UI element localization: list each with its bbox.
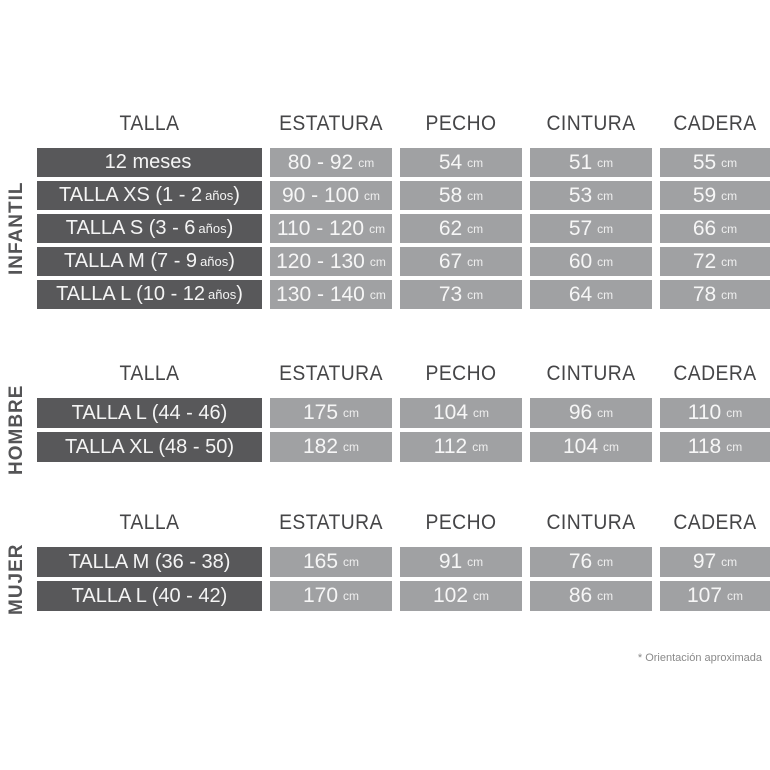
value-unit: cm bbox=[721, 254, 738, 269]
table-rows bbox=[37, 148, 770, 309]
column-header-estatura: ESTATURA bbox=[279, 362, 383, 385]
value-unit: cm bbox=[369, 287, 386, 302]
value-number: 72 bbox=[692, 249, 717, 273]
column-header-talla: TALLA bbox=[119, 112, 180, 135]
value-unit: cm bbox=[369, 221, 386, 236]
table-rows bbox=[37, 547, 770, 611]
column-header-cadera: CADERA bbox=[673, 112, 757, 135]
value-number: 86 bbox=[568, 584, 593, 607]
value-number: 102 bbox=[432, 584, 469, 607]
size-label-text: TALLA M (36 - 38) bbox=[68, 550, 231, 573]
value-number: 57 bbox=[568, 216, 593, 240]
size-label-text: 12 meses bbox=[104, 151, 192, 173]
value-number: 97 bbox=[692, 550, 717, 573]
value-number: 80 - 92 bbox=[287, 150, 354, 174]
value-number: 120 - 130 bbox=[276, 249, 365, 273]
column-header-talla: TALLA bbox=[119, 362, 180, 385]
value-number: 59 bbox=[692, 183, 717, 207]
value-unit: cm bbox=[473, 589, 490, 603]
value-unit: cm bbox=[597, 155, 614, 170]
header-row bbox=[37, 509, 770, 537]
value-cell-cintura bbox=[530, 547, 652, 577]
value-unit: cm bbox=[467, 221, 484, 236]
size-label-cell bbox=[37, 581, 262, 611]
value-cell-pecho bbox=[400, 247, 522, 276]
value-number: 170 bbox=[302, 584, 339, 607]
value-unit: cm bbox=[721, 555, 738, 569]
size-label-cell bbox=[37, 148, 262, 177]
value-cell-cintura bbox=[530, 280, 652, 309]
value-unit: cm bbox=[467, 555, 484, 569]
value-number: 73 bbox=[438, 282, 463, 306]
value-number: 66 bbox=[692, 216, 717, 240]
size-label-text: TALLA XS (1 - 2 bbox=[59, 184, 203, 206]
value-unit: cm bbox=[721, 221, 738, 236]
size-label-end: ) bbox=[226, 217, 234, 239]
column-header-cadera: CADERA bbox=[673, 511, 757, 534]
value-unit: cm bbox=[364, 188, 381, 203]
size-label-small-text: años bbox=[198, 221, 227, 236]
value-cell-pecho bbox=[400, 398, 522, 428]
value-cell-cintura bbox=[530, 581, 652, 611]
size-label-cell bbox=[37, 547, 262, 577]
size-label-end: ) bbox=[233, 184, 240, 206]
value-unit: cm bbox=[726, 406, 743, 420]
column-header-cintura: CINTURA bbox=[546, 362, 636, 385]
value-unit: cm bbox=[603, 440, 620, 454]
value-cell-cintura bbox=[530, 214, 652, 243]
value-cell-estatura bbox=[270, 148, 392, 177]
value-unit: cm bbox=[597, 188, 614, 203]
value-number: 118 bbox=[687, 435, 722, 458]
value-number: 67 bbox=[438, 249, 463, 273]
size-label-text: TALLA L (44 - 46) bbox=[71, 401, 228, 424]
column-header-talla: TALLA bbox=[119, 511, 180, 534]
value-unit: cm bbox=[727, 589, 744, 603]
value-unit: cm bbox=[343, 589, 360, 603]
value-unit: cm bbox=[343, 440, 360, 454]
value-number: 96 bbox=[568, 401, 593, 424]
value-cell-estatura bbox=[270, 181, 392, 210]
size-label-cell bbox=[37, 181, 262, 210]
column-header-cadera: CADERA bbox=[673, 362, 757, 385]
value-number: 51 bbox=[568, 150, 593, 174]
size-label-text: TALLA M (7 - 9 bbox=[64, 250, 198, 272]
value-unit: cm bbox=[467, 254, 484, 269]
column-header-estatura: ESTATURA bbox=[279, 112, 383, 135]
value-number: 64 bbox=[568, 282, 593, 306]
value-number: 55 bbox=[692, 150, 717, 174]
value-unit: cm bbox=[597, 555, 614, 569]
value-cell-cadera bbox=[660, 181, 770, 210]
size-label-text: TALLA XL (48 - 50) bbox=[65, 435, 234, 458]
value-number: 112 bbox=[433, 435, 468, 458]
value-unit: cm bbox=[473, 406, 490, 420]
value-cell-pecho bbox=[400, 581, 522, 611]
value-unit: cm bbox=[597, 221, 614, 236]
size-label-text: TALLA L (40 - 42) bbox=[71, 584, 228, 607]
value-unit: cm bbox=[721, 287, 738, 302]
value-unit: cm bbox=[467, 287, 484, 302]
value-cell-cadera bbox=[660, 148, 770, 177]
value-cell-estatura bbox=[270, 547, 392, 577]
value-cell-estatura bbox=[270, 280, 392, 309]
group-label-infantil: INFANTIL bbox=[6, 181, 27, 276]
size-label-cell bbox=[37, 247, 262, 276]
value-unit: cm bbox=[597, 589, 614, 603]
value-unit: cm bbox=[721, 155, 738, 170]
value-number: 107 bbox=[686, 584, 723, 607]
value-cell-cintura bbox=[530, 398, 652, 428]
value-cell-cintura bbox=[530, 247, 652, 276]
value-number: 76 bbox=[568, 550, 593, 573]
value-cell-cintura bbox=[530, 181, 652, 210]
value-cell-estatura bbox=[270, 247, 392, 276]
table-rows bbox=[37, 398, 770, 462]
value-number: 130 - 140 bbox=[276, 282, 365, 306]
header-row bbox=[37, 360, 770, 388]
value-cell-cadera bbox=[660, 581, 770, 611]
value-cell-pecho bbox=[400, 148, 522, 177]
value-cell-cintura bbox=[530, 148, 652, 177]
value-number: 104 bbox=[562, 435, 599, 458]
value-unit: cm bbox=[358, 155, 375, 170]
column-header-pecho: PECHO bbox=[425, 511, 497, 534]
size-label-cell bbox=[37, 432, 262, 462]
size-label-text: TALLA L (10 - 12 bbox=[56, 283, 206, 305]
value-cell-cadera bbox=[660, 247, 770, 276]
header-row bbox=[37, 110, 770, 138]
table-hombre bbox=[37, 360, 770, 462]
size-label-cell bbox=[37, 280, 262, 309]
value-unit: cm bbox=[597, 287, 614, 302]
value-cell-cadera bbox=[660, 280, 770, 309]
value-cell-estatura bbox=[270, 214, 392, 243]
size-label-cell bbox=[37, 214, 262, 243]
footnote: * Orientación aproximada bbox=[637, 652, 762, 664]
table-infantil bbox=[37, 110, 770, 309]
value-unit: cm bbox=[467, 188, 484, 203]
size-label-end: ) bbox=[236, 283, 243, 305]
value-unit: cm bbox=[343, 555, 360, 569]
value-number: 110 bbox=[687, 401, 722, 424]
value-number: 90 - 100 bbox=[281, 183, 360, 207]
value-number: 91 bbox=[438, 550, 463, 573]
column-header-pecho: PECHO bbox=[425, 112, 497, 135]
value-number: 53 bbox=[568, 183, 593, 207]
value-unit: cm bbox=[472, 440, 489, 454]
value-cell-estatura bbox=[270, 398, 392, 428]
value-cell-cadera bbox=[660, 398, 770, 428]
group-label-mujer: MUJER bbox=[6, 543, 27, 615]
value-cell-estatura bbox=[270, 432, 392, 462]
size-label-small-text: años bbox=[200, 254, 229, 269]
value-cell-pecho bbox=[400, 432, 522, 462]
value-cell-pecho bbox=[400, 214, 522, 243]
size-label-cell bbox=[37, 398, 262, 428]
size-label-small-text: años bbox=[208, 287, 237, 302]
value-unit: cm bbox=[721, 188, 738, 203]
value-unit: cm bbox=[369, 254, 386, 269]
value-number: 182 bbox=[302, 435, 339, 458]
value-unit: cm bbox=[597, 406, 614, 420]
value-number: 78 bbox=[692, 282, 717, 306]
value-number: 62 bbox=[438, 216, 463, 240]
value-number: 110 - 120 bbox=[276, 216, 365, 240]
table-mujer bbox=[37, 509, 770, 611]
value-unit: cm bbox=[597, 254, 614, 269]
value-cell-pecho bbox=[400, 181, 522, 210]
value-number: 54 bbox=[438, 150, 463, 174]
value-cell-pecho bbox=[400, 280, 522, 309]
column-header-pecho: PECHO bbox=[425, 362, 497, 385]
value-cell-cintura bbox=[530, 432, 652, 462]
value-cell-pecho bbox=[400, 547, 522, 577]
column-header-cintura: CINTURA bbox=[546, 511, 636, 534]
column-header-estatura: ESTATURA bbox=[279, 511, 383, 534]
value-number: 104 bbox=[432, 401, 469, 424]
value-number: 60 bbox=[568, 249, 593, 273]
value-unit: cm bbox=[343, 406, 360, 420]
value-unit: cm bbox=[467, 155, 484, 170]
value-cell-cadera bbox=[660, 547, 770, 577]
group-label-hombre: HOMBRE bbox=[6, 384, 27, 476]
value-cell-cadera bbox=[660, 432, 770, 462]
value-number: 175 bbox=[302, 401, 339, 424]
value-cell-cadera bbox=[660, 214, 770, 243]
size-label-end: ) bbox=[228, 250, 235, 272]
value-unit: cm bbox=[726, 440, 743, 454]
size-label-text: TALLA S (3 - 6 bbox=[65, 217, 196, 239]
column-header-cintura: CINTURA bbox=[546, 112, 636, 135]
value-number: 58 bbox=[438, 183, 463, 207]
value-number: 165 bbox=[302, 550, 339, 573]
size-label-small-text: años bbox=[205, 188, 234, 203]
value-cell-estatura bbox=[270, 581, 392, 611]
